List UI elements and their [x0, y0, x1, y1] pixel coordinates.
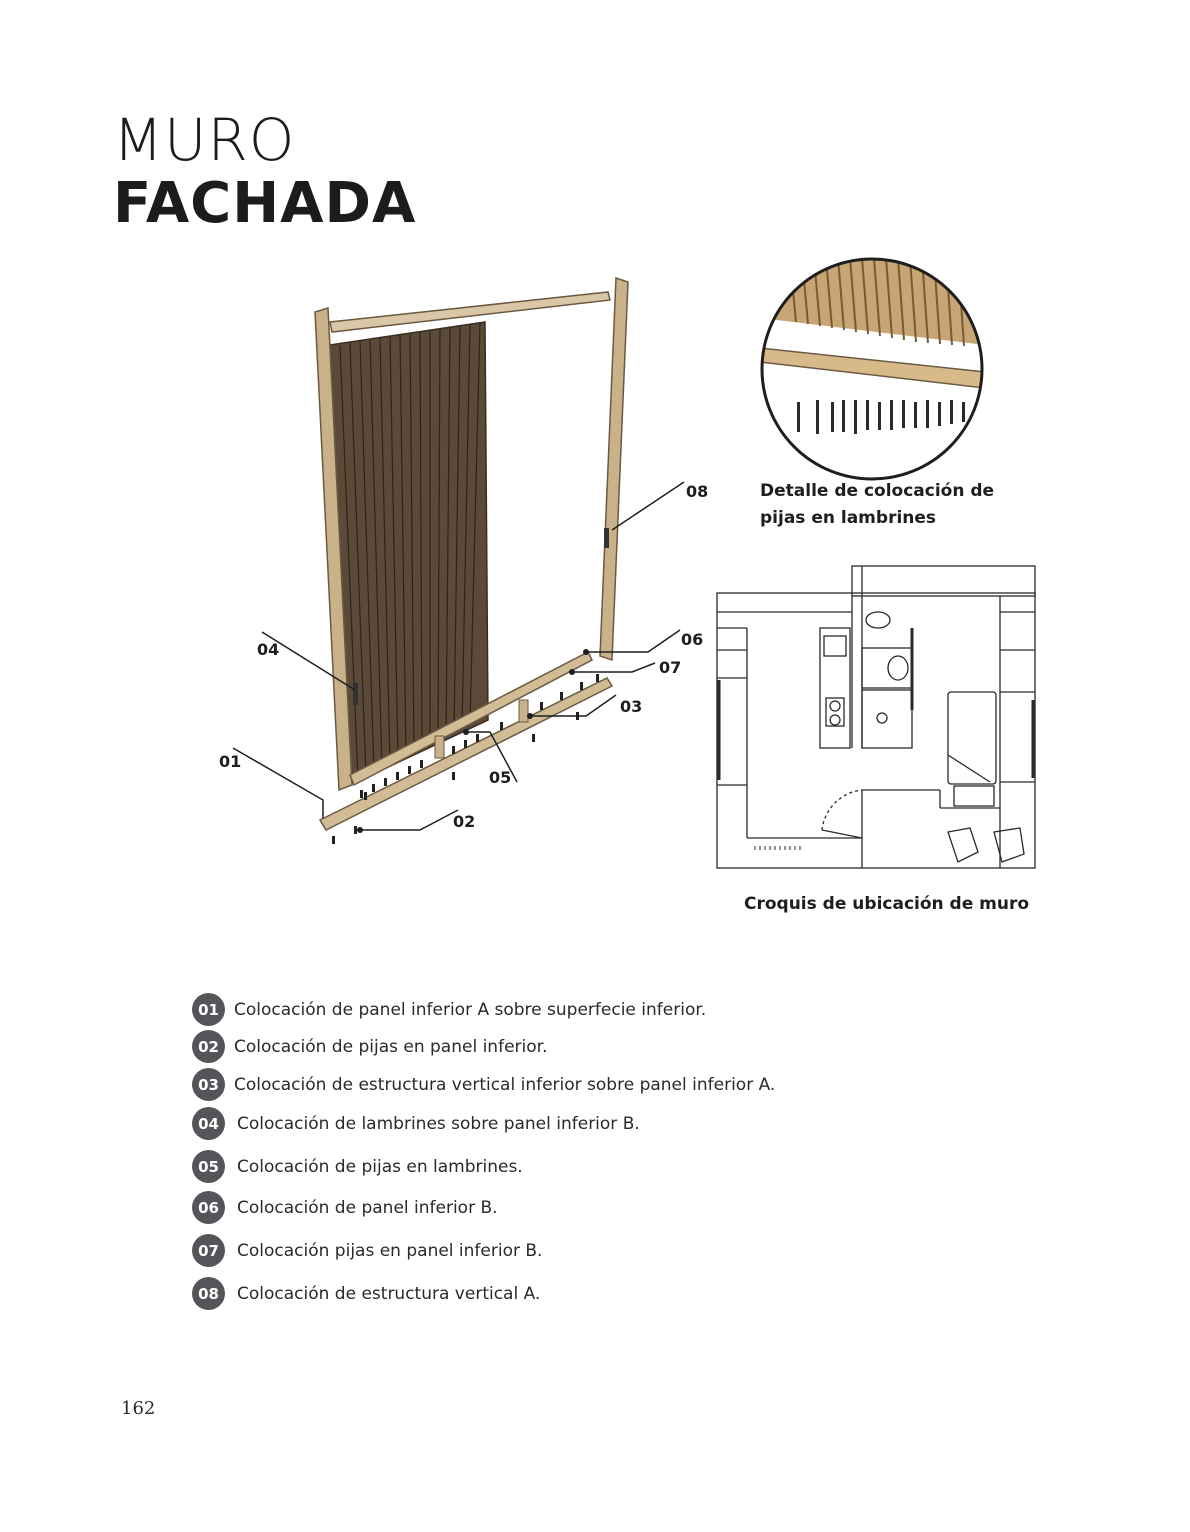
step-item: [192, 1150, 523, 1183]
step-text: Colocación de pijas en lambrines.: [237, 1156, 523, 1177]
step-number-badge: 04: [192, 1107, 225, 1140]
callout-08: 08: [686, 482, 709, 501]
callout-07: 07: [659, 658, 682, 677]
step-item: [192, 1277, 540, 1310]
screw-detail-circle: [760, 258, 985, 483]
floor-plan: [717, 566, 1035, 868]
step-number-badge: 03: [192, 1068, 225, 1101]
detail-caption-line1: Detalle de colocación de: [760, 481, 995, 501]
page-number: 162: [121, 1398, 156, 1419]
step-number-badge: 06: [192, 1191, 225, 1224]
callout-02: 02: [453, 812, 476, 831]
step-text: Colocación de panel inferior A sobre superfecie inferior.: [234, 999, 707, 1020]
step-text: Colocación pijas en panel inferior B.: [237, 1240, 543, 1261]
detail-caption-line2: pijas en lambrines: [760, 508, 937, 528]
step-item: [192, 993, 706, 1026]
callout-01: 01: [219, 752, 242, 771]
title-fachada: FACHADA: [113, 171, 417, 236]
step-item: [192, 1107, 640, 1140]
step-number-badge: 02: [192, 1030, 225, 1063]
step-item: [192, 1030, 547, 1063]
step-text: Colocación de pijas en panel inferior.: [234, 1036, 548, 1057]
step-item: [192, 1068, 775, 1101]
step-number-badge: 05: [192, 1150, 225, 1183]
step-number-badge: 07: [192, 1234, 225, 1267]
step-number-badge: 08: [192, 1277, 225, 1310]
step-text: Colocación de estructura vertical inferior sobre panel inferior A.: [234, 1074, 776, 1095]
plan-caption: Croquis de ubicación de muro: [744, 894, 1030, 914]
step-text: Colocación de panel inferior B.: [237, 1197, 498, 1218]
step-text: Colocación de lambrines sobre panel inferior B.: [237, 1113, 640, 1134]
callout-05: 05: [489, 768, 512, 787]
step-number-badge: 01: [192, 993, 225, 1026]
title-muro: MURO: [113, 106, 296, 174]
callout-04: 04: [257, 640, 280, 659]
step-text: Colocación de estructura vertical A.: [237, 1283, 541, 1304]
callout-03: 03: [620, 697, 643, 716]
step-item: [192, 1191, 498, 1224]
wall-assembly-drawing: [315, 278, 628, 844]
callout-06: 06: [681, 630, 704, 649]
detail-caption: [760, 478, 994, 532]
step-item: [192, 1234, 542, 1267]
